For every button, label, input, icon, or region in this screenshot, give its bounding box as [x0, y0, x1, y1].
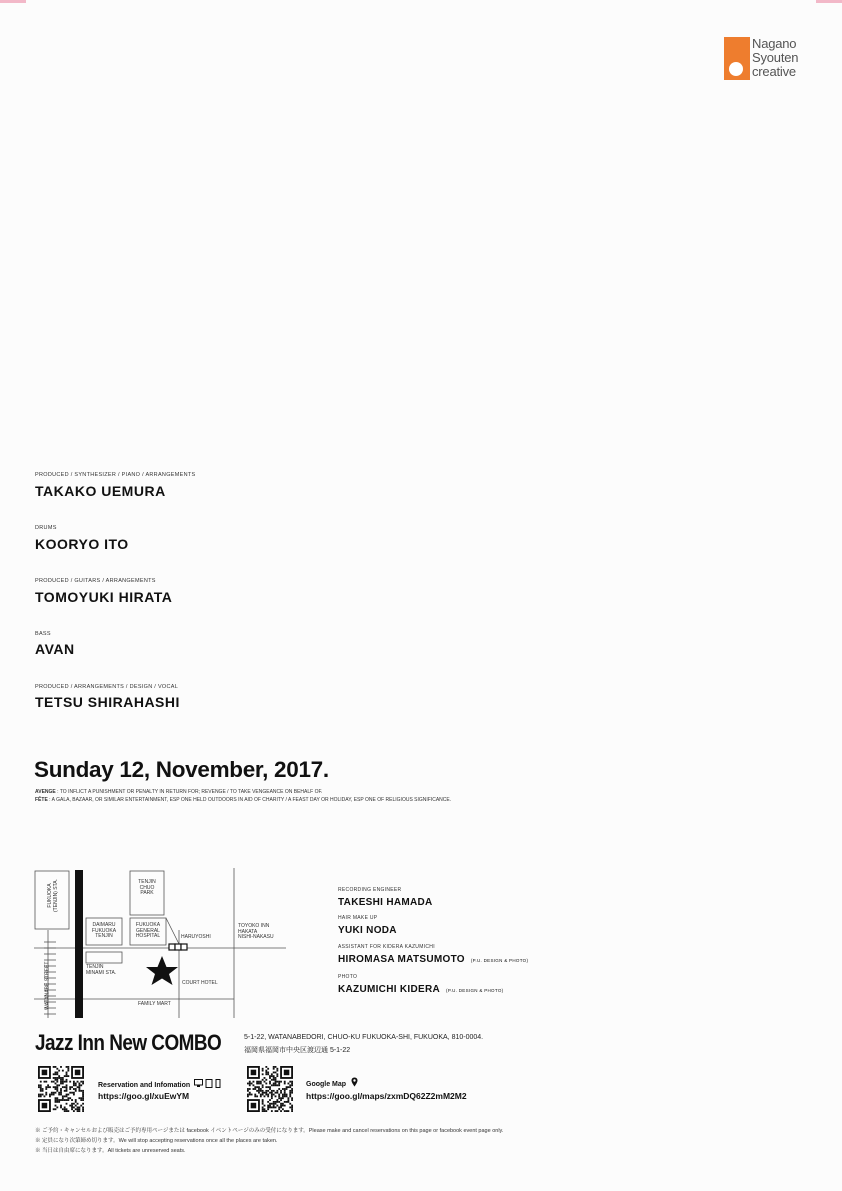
- event-date: Sunday 12, November, 2017.: [34, 757, 329, 782]
- device-icons: [194, 1079, 224, 1088]
- credit-name: KOORYO ITO: [35, 536, 129, 552]
- access-map: [34, 868, 292, 1018]
- definition-fete: FÊTE : A GALA, BAZAAR, OR SIMILAR ENTERTAINMENT, ESP ONE HELD OUTDOORS IN AID OF CHARITY / A FEAST DAY OR HOLIDAY, ESP ONE OF RELIGIOUS SIGNIFICANCE.: [35, 797, 452, 803]
- staff-role: ASSISTANT FOR KIDERA KAZUMICHI: [338, 944, 435, 950]
- credit-name: TAKAKO UEMURA: [35, 483, 166, 499]
- venue-name: Jazz Inn New COMBO: [35, 1030, 222, 1055]
- credit-role: DRUMS: [35, 525, 57, 531]
- staff-name: TAKESHI HAMADA: [338, 897, 433, 908]
- staff-role: RECORDING ENGINEER: [338, 887, 402, 893]
- staff-name: YUKI NODA: [338, 925, 397, 936]
- tablet-icon: [206, 1080, 212, 1088]
- staff-name: HIROMASA MATSUMOTO (P.U. DESIGN & PHOTO): [338, 954, 529, 965]
- desktop-icon: [195, 1080, 203, 1088]
- logo-line-3: creative: [752, 64, 796, 79]
- reservation-label: Reservation and Infomation: [98, 1079, 224, 1089]
- reservation-link[interactable]: https://goo.gl/xuEwYM: [98, 1091, 190, 1101]
- staff-role: PHOTO: [338, 974, 358, 980]
- google-map-qr-code[interactable]: [247, 1066, 293, 1112]
- map-label-tenjin-chuo-park: TENJIN CHUO PARK: [138, 879, 156, 896]
- credit-name: TETSU SHIRAHASHI: [35, 694, 180, 710]
- map-label-family-mart: FAMILY MART: [138, 1001, 171, 1007]
- corner-mark-right: [816, 0, 842, 3]
- venue-address-ja: 福岡県福岡市中央区渡辺通 5-1-22: [244, 1047, 351, 1054]
- map-label-daimaru: DAIMARU FUKUOKA TENJIN: [91, 922, 117, 939]
- credit-name: AVAN: [35, 641, 75, 657]
- staff-name: KAZUMICHI KIDERA (P.U. DESIGN & PHOTO): [338, 984, 504, 995]
- map-label-tenjin-minami: TENJIN MINAMI STA.: [86, 964, 117, 976]
- map-label-toyoko-inn: TOYOKO INN HAKATA NISHI-NAKASU: [238, 923, 274, 940]
- google-map-link[interactable]: https://goo.gl/maps/zxmDQ62Z2mM2M2: [306, 1091, 467, 1101]
- note-reservation: ※ ご予約・キャンセルおよび販売はご予約専用ページまたは facebook イベントページのみの受付になります。Please make and cancel reservations on this page or facebook event page only.: [35, 1128, 504, 1134]
- map-label-fukuoka-sta: FUKUOKA (TENJIN) STA.: [46, 879, 59, 912]
- logo-line-1: Nagano: [752, 36, 797, 51]
- map-pin-icon: [351, 1077, 358, 1087]
- map-label-court-hotel: COURT HOTEL: [182, 980, 218, 986]
- credit-role: PRODUCED / SYNTHESIZER / PIANO / ARRANGEMENTS: [35, 472, 196, 478]
- phone-icon: [216, 1080, 220, 1088]
- credit-role: BASS: [35, 631, 51, 637]
- note-seating: ※ 当日は自由席になります。All tickets are unreserved seats.: [35, 1148, 186, 1154]
- map-label-haruyoshi: HARUYOSHI: [181, 934, 211, 940]
- staff-role: HAIR MAKE UP: [338, 915, 378, 921]
- map-label-watanabe-street: WATANABE STREET: [44, 961, 51, 1010]
- definition-avenge: AVENGE : TO INFLICT A PUNISHMENT OR PENALTY IN RETURN FOR; REVENGE / TO TAKE VENGEANCE ON BEHALF OF.: [35, 789, 323, 795]
- logo-line-2: Syouten: [752, 50, 799, 65]
- map-lines: [34, 868, 292, 1018]
- reservation-qr-code[interactable]: [38, 1066, 84, 1112]
- corner-mark-left: [0, 0, 26, 3]
- credit-role: PRODUCED / ARRANGEMENTS / DESIGN / VOCAL: [35, 684, 179, 690]
- credit-role: PRODUCED / GUITARS / ARRANGEMENTS: [35, 578, 156, 584]
- venue-address-en: 5-1-22, WATANABEDORI, CHUO-KU FUKUOKA-SHI, FUKUOKA, 810-0004.: [244, 1034, 484, 1041]
- nagano-syouten-logo: [724, 37, 806, 81]
- note-capacity: ※ 定員になり次第締め切ります。We will stop accepting reservations once all the places are taken.: [35, 1138, 278, 1144]
- google-map-label: Google Map: [306, 1077, 358, 1088]
- credit-name: TOMOYUKI HIRATA: [35, 589, 173, 605]
- map-label-hospital: FUKUOKA GENERAL HOSPITAL: [135, 922, 161, 939]
